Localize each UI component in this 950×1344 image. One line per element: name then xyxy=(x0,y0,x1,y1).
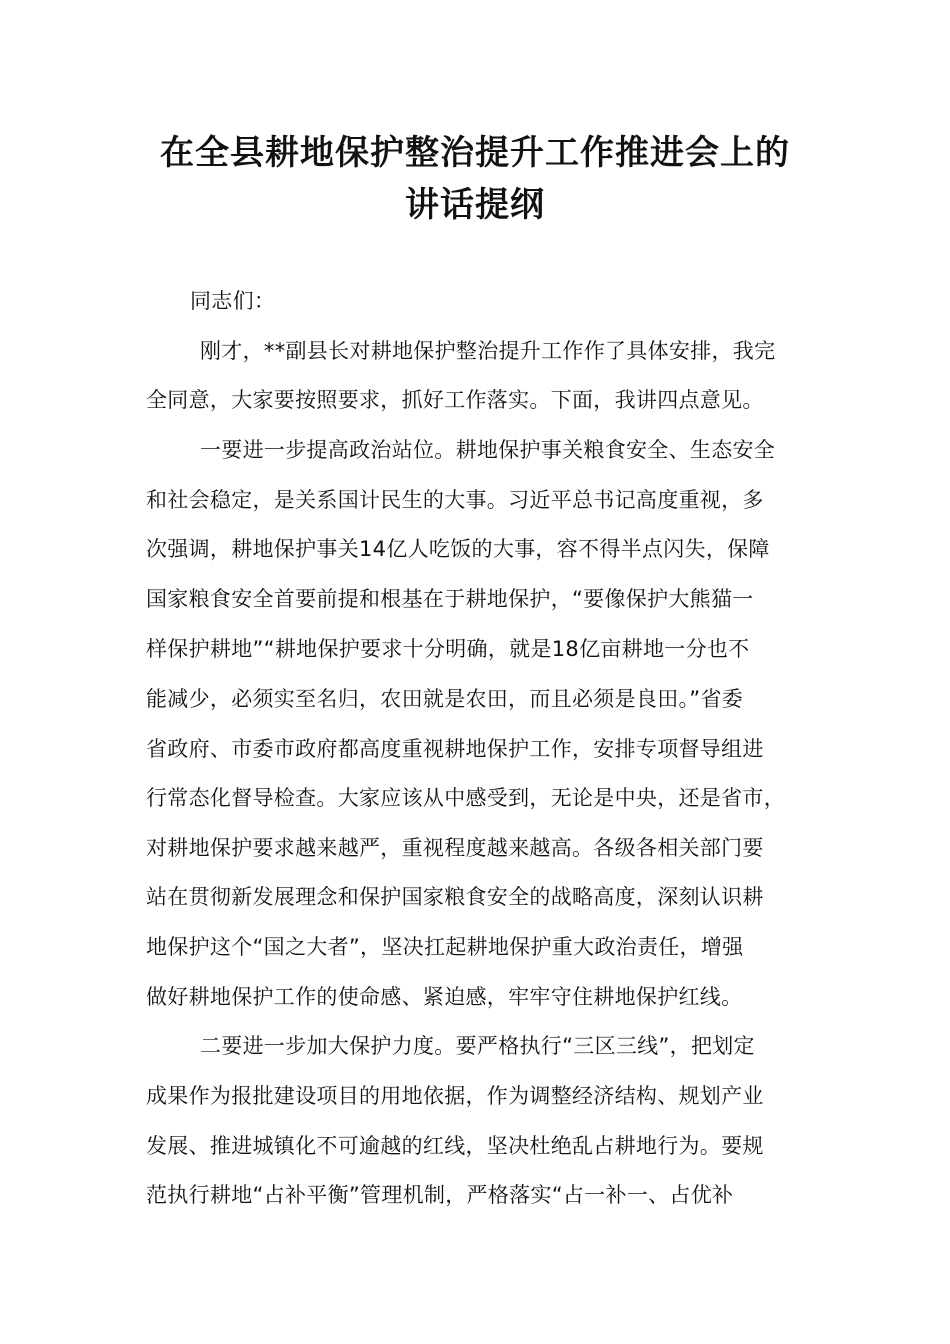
paragraph-line: 次强调，耕地保护事关14亿人吃饭的大事，容不得半点闪失，保障 xyxy=(146,537,770,561)
paragraph-line: 做好耕地保护工作的使命感、紧迫感，牢牢守住耕地保护红线。 xyxy=(146,985,743,1009)
paragraph-line: 行常态化督导检查。大家应该从中感受到，无论是中央，还是省市， xyxy=(146,786,785,810)
paragraph-line: 范执行耕地“占补平衡”管理机制，严格落实“占一补一、占优补 xyxy=(146,1183,734,1207)
paragraph-line: 国家粮食安全首要前提和根基在于耕地保护，“要像保护大熊猫一 xyxy=(146,587,754,611)
paragraph-line: 能减少，必须实至名归，农田就是农田，而且必须是良田。”省委 xyxy=(146,687,744,711)
paragraph-line: 全同意，大家要按照要求，抓好工作落实。下面，我讲四点意见。 xyxy=(146,388,764,412)
paragraph-line: 地保护这个“国之大者”，坚决扛起耕地保护重大政治责任，增强 xyxy=(146,935,744,959)
paragraph-line: 和社会稳定，是关系国计民生的大事。习近平总书记高度重视，多 xyxy=(146,488,764,512)
paragraph-line: 二要进一步加大保护力度。要严格执行“三区三线”，把划定 xyxy=(200,1034,755,1058)
paragraph-line: 对耕地保护要求越来越严，重视程度越来越高。各级各相关部门要 xyxy=(146,836,764,860)
paragraph-line: 省政府、市委市政府都高度重视耕地保护工作，安排专项督导组进 xyxy=(146,737,764,761)
paragraph-line: 发展、推进城镇化不可逾越的红线，坚决杜绝乱占耕地行为。要规 xyxy=(146,1134,764,1158)
paragraph-line: 刚才，**副县长对耕地保护整治提升工作作了具体安排，我完 xyxy=(200,339,776,363)
document-title-line-1: 在全县耕地保护整治提升工作推进会上的 xyxy=(160,133,790,173)
paragraph-line: 一要进一步提高政治站位。耕地保护事关粮食安全、生态安全 xyxy=(200,438,776,462)
salutation: 同志们： xyxy=(190,289,276,313)
paragraph-line: 样保护耕地”“耕地保护要求十分明确，就是18亿亩耕地一分也不 xyxy=(146,637,750,661)
paragraph-line: 成果作为报批建设项目的用地依据，作为调整经济结构、规划产业 xyxy=(146,1084,764,1108)
document-title-line-2: 讲话提纲 xyxy=(405,185,545,225)
paragraph-line: 站在贯彻新发展理念和保护国家粮食安全的战略高度，深刻认识耕 xyxy=(146,885,764,909)
